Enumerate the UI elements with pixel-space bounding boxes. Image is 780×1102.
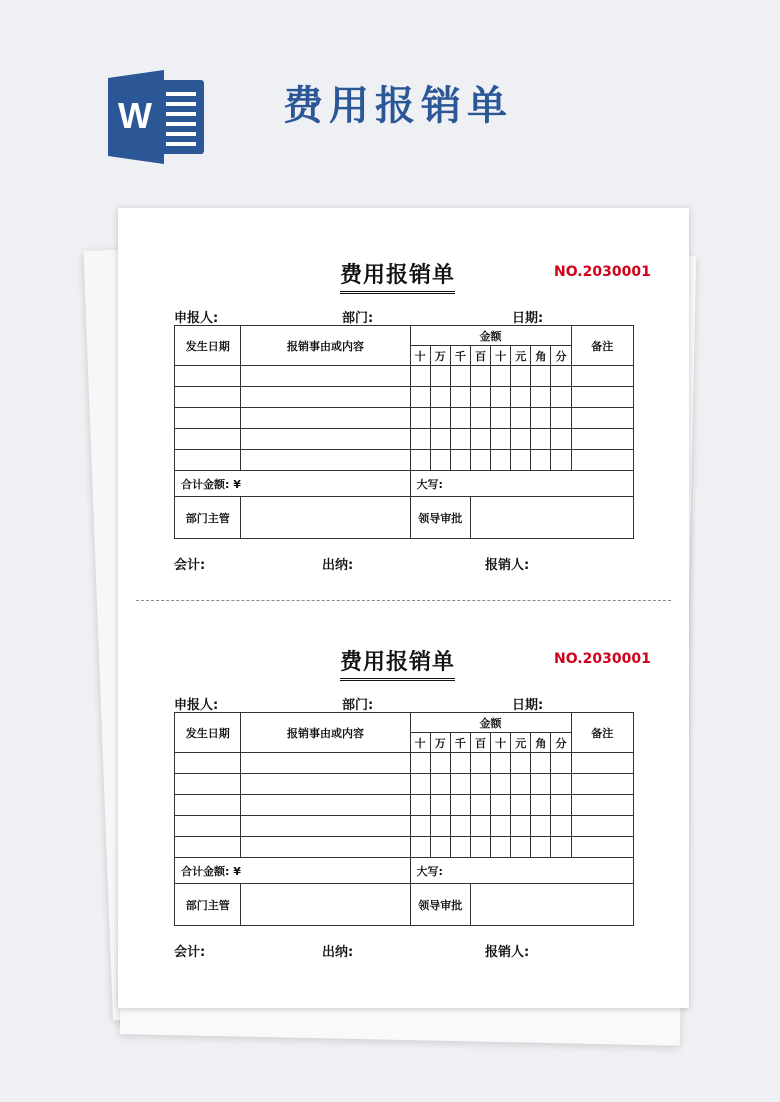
leader-signature[interactable] bbox=[470, 884, 633, 926]
page-title: 费用报销单 bbox=[283, 83, 513, 129]
form-number: NO.2030001 bbox=[554, 264, 651, 280]
table-row[interactable] bbox=[175, 837, 634, 858]
expense-sheet bbox=[118, 208, 689, 1008]
digit-cell: 十 bbox=[491, 346, 511, 366]
currency-symbol: ¥ bbox=[233, 864, 241, 878]
col-remarks-header: 备注 bbox=[571, 326, 633, 366]
expense-table bbox=[174, 325, 634, 539]
table-row[interactable] bbox=[175, 387, 634, 408]
table-row[interactable] bbox=[175, 816, 634, 837]
dept-head-label: 部门主管 bbox=[175, 497, 241, 539]
table-header-row bbox=[175, 713, 634, 733]
date-label: 日期: bbox=[512, 698, 544, 713]
applicant-label: 申报人: bbox=[174, 698, 219, 713]
digit-cell: 万 bbox=[430, 346, 450, 366]
leader-label: 领导审批 bbox=[410, 884, 470, 926]
total-amount-cell[interactable] bbox=[175, 471, 411, 497]
digit-cell: 百 bbox=[470, 733, 490, 753]
table-row[interactable] bbox=[175, 408, 634, 429]
uppercase-label: 大写: bbox=[416, 477, 443, 491]
form-number: NO.2030001 bbox=[554, 651, 651, 667]
col-date-header: 发生日期 bbox=[175, 713, 241, 753]
cashier-label: 出纳: bbox=[322, 558, 354, 573]
total-row bbox=[175, 858, 634, 884]
digit-cell: 分 bbox=[551, 346, 571, 366]
total-amount-cell[interactable] bbox=[175, 858, 411, 884]
approval-row bbox=[175, 884, 634, 926]
col-remarks-header: 备注 bbox=[571, 713, 633, 753]
uppercase-label: 大写: bbox=[416, 864, 443, 878]
table-header-row bbox=[175, 326, 634, 346]
digit-cell: 百 bbox=[470, 346, 490, 366]
word-icon bbox=[108, 70, 208, 164]
total-label: 合计金额: bbox=[181, 864, 230, 878]
department-label: 部门: bbox=[342, 311, 374, 326]
table-row[interactable] bbox=[175, 366, 634, 387]
col-date-header: 发生日期 bbox=[175, 326, 241, 366]
uppercase-amount-cell[interactable] bbox=[410, 858, 633, 884]
expense-table bbox=[174, 712, 634, 926]
total-label: 合计金额: bbox=[181, 477, 230, 491]
table-row[interactable] bbox=[175, 429, 634, 450]
col-reason-header: 报销事由或内容 bbox=[241, 713, 410, 753]
digit-cell: 十 bbox=[410, 733, 430, 753]
digit-cell: 元 bbox=[511, 733, 531, 753]
leader-label: 领导审批 bbox=[410, 497, 470, 539]
digit-cell: 千 bbox=[450, 733, 470, 753]
digit-cell: 万 bbox=[430, 733, 450, 753]
dept-head-signature[interactable] bbox=[241, 884, 410, 926]
digit-cell: 角 bbox=[531, 733, 551, 753]
table-row[interactable] bbox=[175, 450, 634, 471]
dept-head-label: 部门主管 bbox=[175, 884, 241, 926]
col-amount-header: 金额 bbox=[410, 713, 571, 733]
table-row[interactable] bbox=[175, 795, 634, 816]
accountant-label: 会计: bbox=[174, 558, 206, 573]
total-row bbox=[175, 471, 634, 497]
accountant-label: 会计: bbox=[174, 945, 206, 960]
date-label: 日期: bbox=[512, 311, 544, 326]
cashier-label: 出纳: bbox=[322, 945, 354, 960]
claimant-label: 报销人: bbox=[485, 945, 530, 960]
form-title: 费用报销单 bbox=[340, 258, 455, 294]
claimant-label: 报销人: bbox=[485, 558, 530, 573]
table-row[interactable] bbox=[175, 774, 634, 795]
dept-head-signature[interactable] bbox=[241, 497, 410, 539]
digit-cell: 千 bbox=[450, 346, 470, 366]
expense-form bbox=[118, 595, 689, 985]
word-logo bbox=[108, 70, 208, 164]
digit-cell: 元 bbox=[511, 346, 531, 366]
applicant-label: 申报人: bbox=[174, 311, 219, 326]
word-letter: W bbox=[118, 95, 152, 136]
department-label: 部门: bbox=[342, 698, 374, 713]
table-row[interactable] bbox=[175, 753, 634, 774]
digit-cell: 十 bbox=[491, 733, 511, 753]
expense-form bbox=[118, 208, 689, 598]
uppercase-amount-cell[interactable] bbox=[410, 471, 633, 497]
col-reason-header: 报销事由或内容 bbox=[241, 326, 410, 366]
approval-row bbox=[175, 497, 634, 539]
form-title: 费用报销单 bbox=[340, 645, 455, 681]
currency-symbol: ¥ bbox=[233, 477, 241, 491]
col-amount-header: 金额 bbox=[410, 326, 571, 346]
leader-signature[interactable] bbox=[470, 497, 633, 539]
digit-cell: 角 bbox=[531, 346, 551, 366]
digit-cell: 十 bbox=[410, 346, 430, 366]
digit-cell: 分 bbox=[551, 733, 571, 753]
